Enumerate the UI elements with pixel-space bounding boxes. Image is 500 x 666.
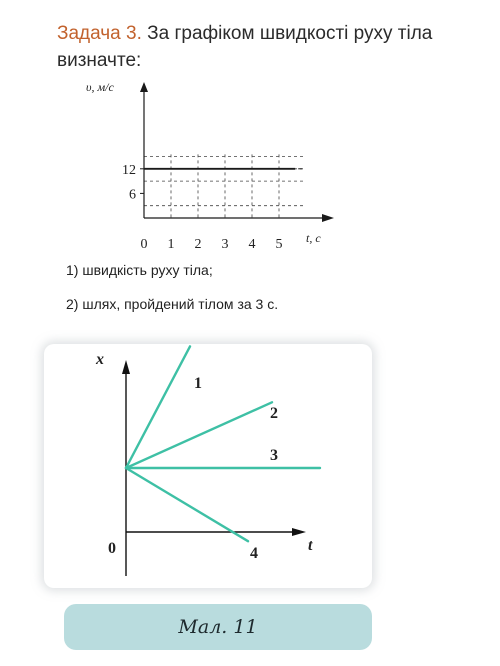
position-y-arrow	[122, 360, 130, 374]
velocity-x-tick-label: 1	[167, 237, 175, 252]
velocity-x-tick-label: 0	[140, 237, 148, 252]
question-2: 2) шлях, пройдений тілом за 3 с.	[66, 296, 279, 312]
position-series-line-4	[126, 468, 248, 541]
velocity-chart	[80, 78, 360, 258]
task-label: Задача 3.	[57, 23, 142, 44]
figure-panel	[44, 344, 372, 588]
position-series-label: 2	[270, 405, 278, 422]
position-series-label: 4	[250, 545, 258, 562]
velocity-x-arrow	[322, 214, 334, 222]
velocity-y-arrow	[140, 82, 148, 92]
velocity-axes	[140, 82, 334, 222]
velocity-y-tick-label: 6	[129, 187, 136, 203]
velocity-y-tick-label: 12	[122, 162, 136, 178]
position-series-label: 1	[194, 375, 202, 392]
position-series-line-2	[126, 402, 272, 468]
question-1: 1) швидкість руху тіла;	[66, 262, 213, 278]
velocity-ylabel: υ, м/с	[86, 80, 114, 94]
velocity-grid	[144, 154, 303, 218]
task-text: За графіком швидкості руху тіла визначте:	[57, 23, 433, 71]
velocity-ticks	[122, 163, 283, 252]
position-ylabel: x	[96, 351, 104, 368]
position-xlabel: t	[308, 537, 313, 554]
origin-label: 0	[108, 540, 116, 557]
task-heading	[57, 20, 477, 74]
velocity-x-tick-label: 4	[248, 237, 256, 252]
position-series	[126, 346, 320, 562]
position-x-arrow	[292, 528, 306, 536]
figure-caption: Мал. 11	[64, 604, 372, 650]
velocity-x-tick-label: 2	[194, 237, 202, 252]
velocity-xlabel: t, с	[306, 231, 321, 245]
velocity-x-tick-label: 5	[275, 237, 283, 252]
position-series-line-1	[126, 346, 190, 468]
position-series-label: 3	[270, 447, 278, 464]
velocity-x-tick-label: 3	[221, 237, 229, 252]
position-chart	[44, 344, 372, 588]
